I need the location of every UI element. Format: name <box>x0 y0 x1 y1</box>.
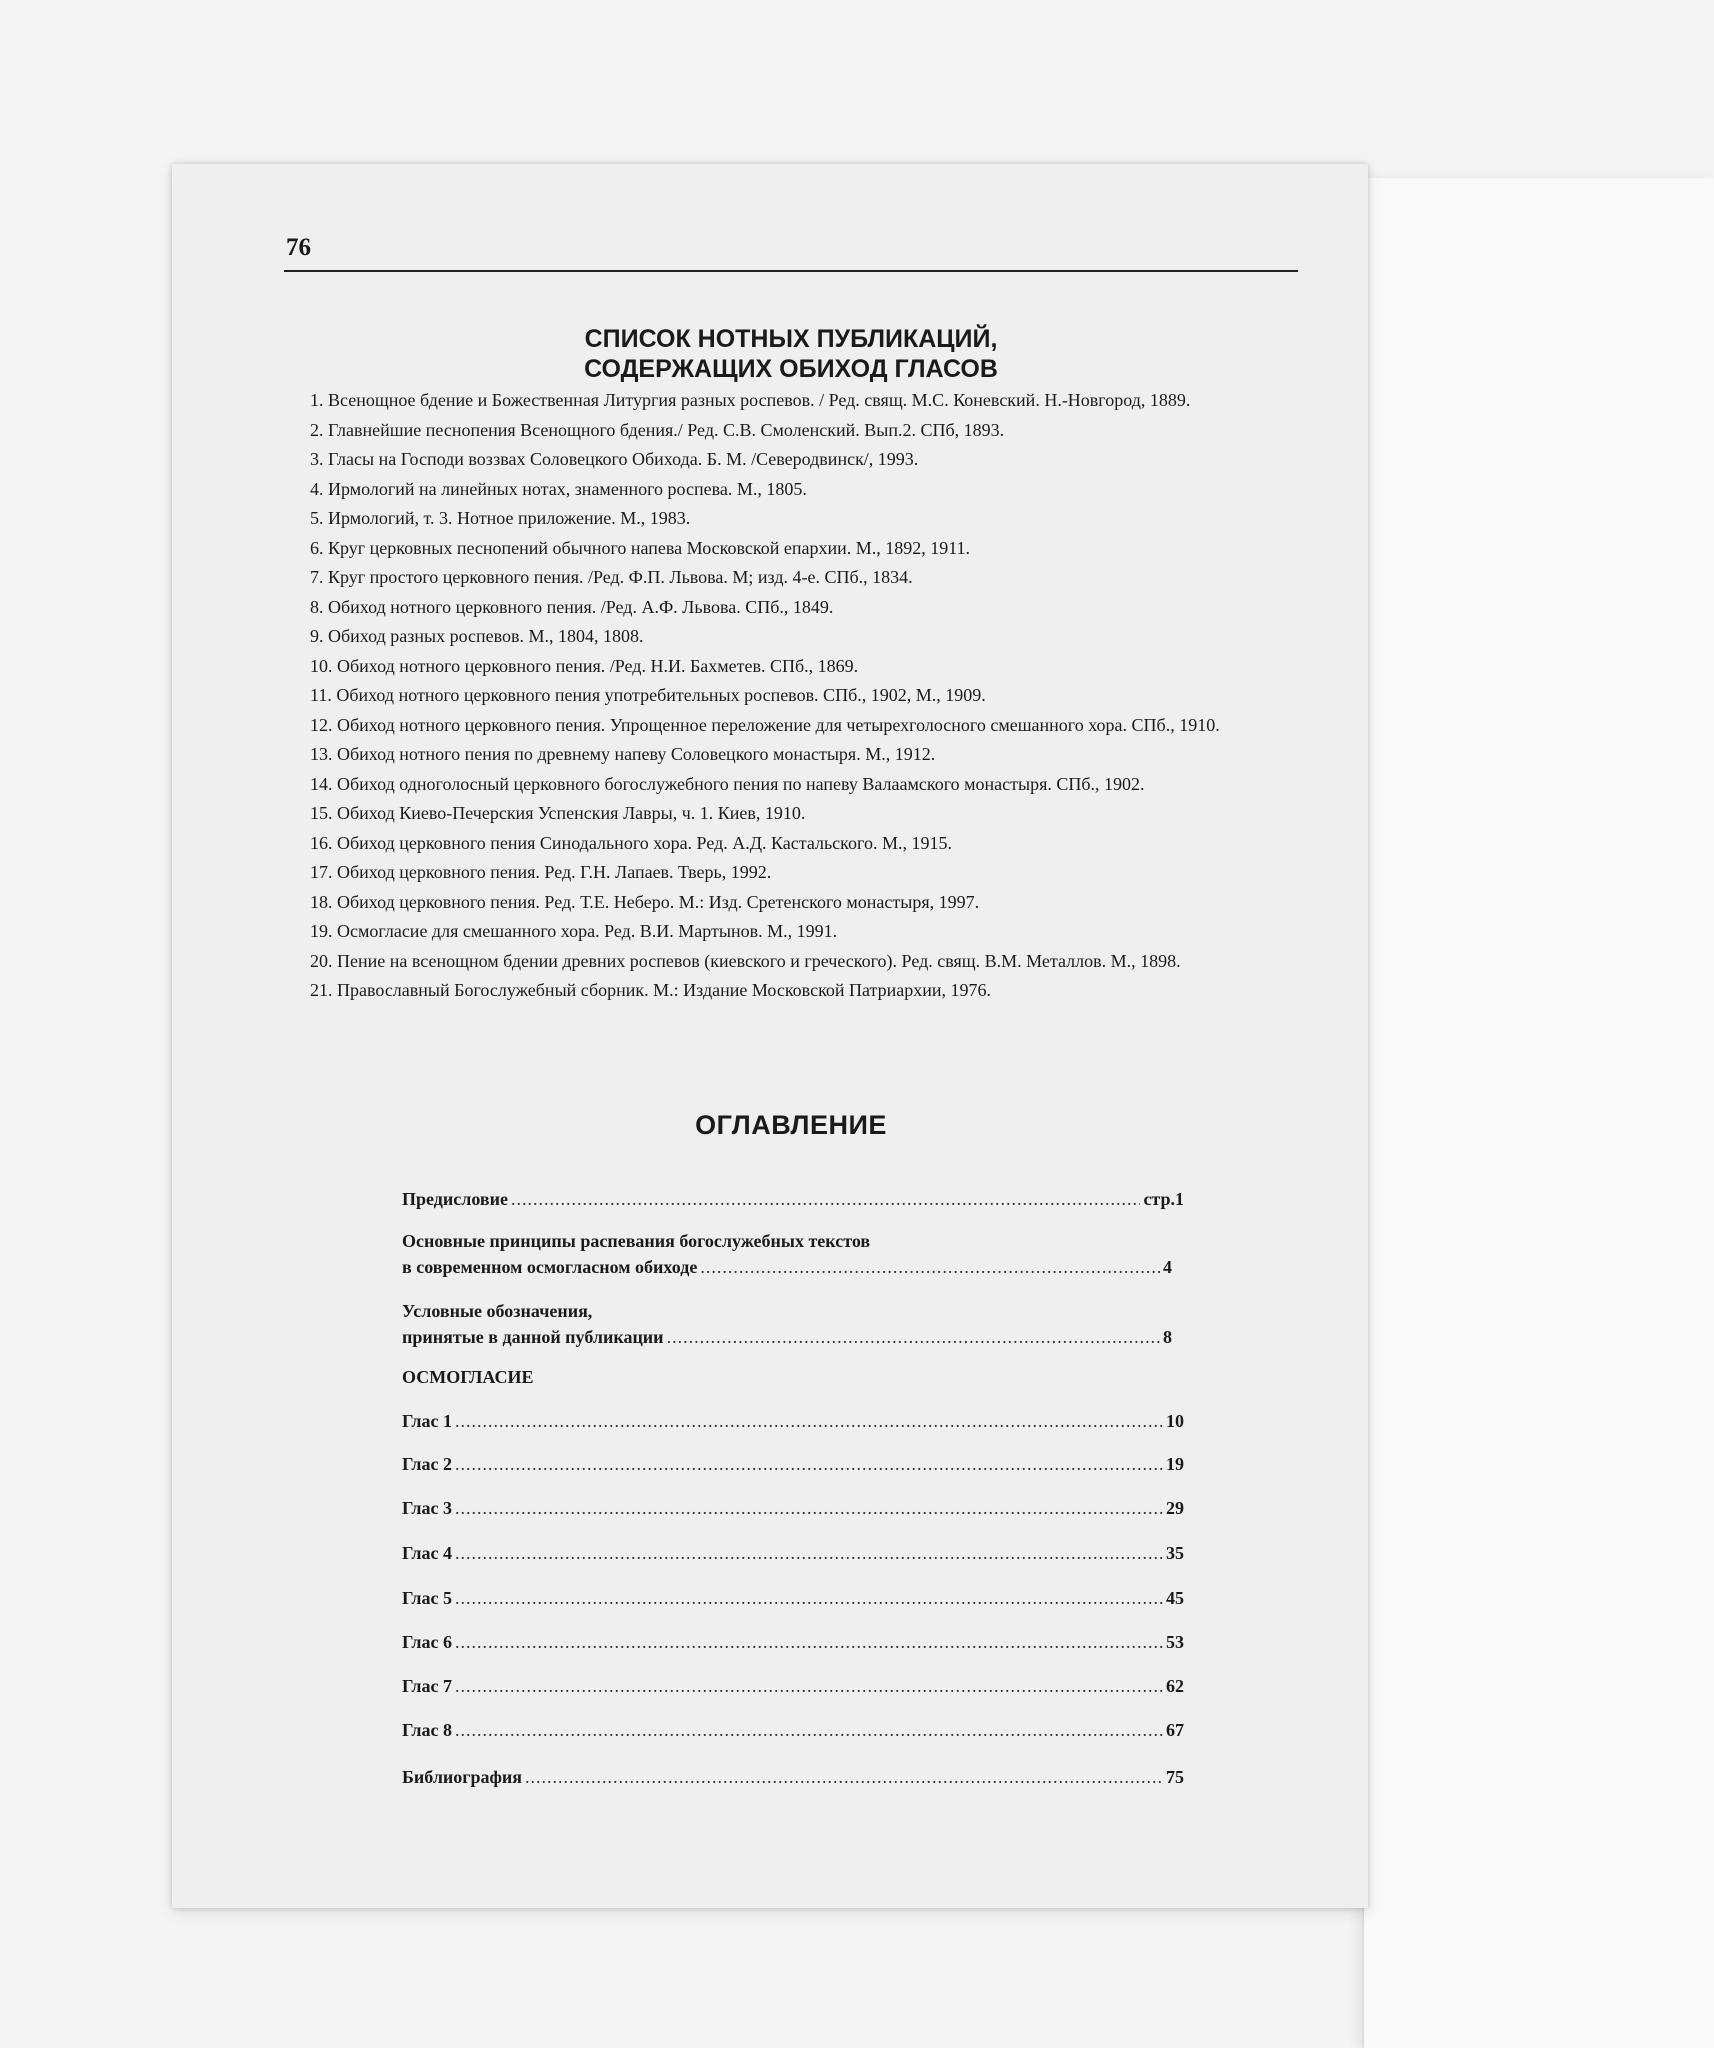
toc-entry-preface <box>402 1188 1184 1210</box>
list-item: 9. Обиход разных роспевов. М., 1804, 1808. <box>310 626 644 646</box>
toc-entry-conventions <box>402 1326 1172 1348</box>
toc-entry-label: в современном осмогласном обиходе <box>402 1257 698 1277</box>
toc-entry-tone <box>402 1453 1184 1475</box>
toc-entry-label: Глас 8 <box>402 1720 453 1740</box>
list-item: 7. Круг простого церковного пения. /Ред. Ф.П. Львова. М; изд. 4-е. СПб., 1834. <box>310 567 913 587</box>
publications-title-line-2: СОДЕРЖАЩИХ ОБИХОД ГЛАСОВ <box>584 355 998 383</box>
toc-entry-label: Библиография <box>402 1767 523 1787</box>
toc-entry-label: Глас 6 <box>402 1632 453 1652</box>
toc-leader <box>455 1675 1163 1697</box>
toc-leader <box>455 1587 1163 1609</box>
list-item: 11. Обиход нотного церковного пения употребительных роспевов. СПб., 1902, М., 1909. <box>310 685 986 705</box>
toc-entry-bibliography <box>402 1766 1184 1788</box>
toc-leader <box>455 1631 1163 1653</box>
toc-leader <box>455 1410 1163 1432</box>
toc-leader <box>455 1497 1163 1519</box>
toc-entry-tone <box>402 1631 1184 1653</box>
toc-entry-principles-line-1: Основные принципы распевания богослужебных текстов <box>402 1231 871 1251</box>
toc-entry-label: Глас 1 <box>402 1411 453 1431</box>
list-item: 8. Обиход нотного церковного пения. /Ред. А.Ф. Львова. СПб., 1849. <box>310 596 834 617</box>
list-item: 13. Обиход нотного пения по древнему напеву Соловецкого монастыря. М., 1912. <box>310 744 936 764</box>
toc-entry-tone <box>402 1675 1184 1697</box>
toc-entry-principles <box>402 1256 1172 1278</box>
toc-page-ref: 35 <box>1166 1543 1184 1563</box>
toc-page-ref: 75 <box>1166 1767 1184 1787</box>
list-item: 14. Обиход одноголосный церковного богослужебного пения по напеву Валаамского монастыря. СПб., 1902. <box>310 773 1145 794</box>
list-item: 19. Осмогласие для смешанного хора. Ред. В.И. Мартынов. М., 1991. <box>310 921 838 941</box>
toc-page-ref: 67 <box>1166 1720 1184 1740</box>
toc-leader <box>667 1326 1160 1348</box>
toc-entry-tone <box>402 1587 1184 1609</box>
list-item: 17. Обиход церковного пения. Ред. Г.Н. Лапаев. Тверь, 1992. <box>310 862 772 882</box>
list-item: 10. Обиход нотного церковного пения. /Ред. Н.И. Бахметев. СПб., 1869. <box>310 655 859 676</box>
list-item: 1. Всенощное бдение и Божественная Литургия разных роспевов. / Ред. свящ. М.С. Коневский. Н.-Новгород, 1889. <box>310 390 1191 410</box>
toc-page-ref: 62 <box>1166 1676 1184 1696</box>
toc-entry-tone <box>402 1497 1184 1519</box>
list-item: 18. Обиход церковного пения. Ред. Т.Е. Неберо. М.: Изд. Сретенского монастыря, 1997. <box>310 891 980 912</box>
toc-page-ref: стр.1 <box>1143 1189 1184 1209</box>
toc-leader <box>455 1542 1163 1564</box>
list-item: 12. Обиход нотного церковного пения. Упрощенное переложение для четырехголосного смешанного хора. СПб., 1910. <box>310 714 1220 735</box>
list-item: 20. Пение на всенощном бдении древних роспевов (киевского и греческого). Ред. свящ. В.М. Металлов. М., 1898. <box>310 950 1181 971</box>
list-item: 16. Обиход церковного пения Синодального хора. Ред. А.Д. Кастальского. М., 1915. <box>310 832 952 853</box>
toc-section-heading: ОСМОГЛАСИЕ <box>402 1367 534 1387</box>
toc-entry-label: Глас 4 <box>402 1543 453 1563</box>
toc-entry-label: принятые в данной публикации <box>402 1327 664 1347</box>
toc-leader <box>700 1256 1160 1278</box>
publications-list <box>284 390 1298 1002</box>
toc-page-ref: 10 <box>1166 1411 1184 1431</box>
toc-entry-label: Глас 3 <box>402 1498 453 1518</box>
toc-page-ref: 53 <box>1166 1632 1184 1652</box>
toc-page-ref: 29 <box>1166 1498 1184 1518</box>
toc-leader <box>525 1766 1163 1788</box>
toc-leader <box>455 1453 1163 1475</box>
list-item: 3. Гласы на Господи воззвах Соловецкого Обихода. Б. М. /Северодвинск/, 1993. <box>310 449 919 469</box>
toc-entry-label: Глас 7 <box>402 1676 453 1696</box>
toc-page-ref: 4 <box>1163 1257 1172 1277</box>
toc-page-ref: 8 <box>1163 1327 1172 1347</box>
toc-entry-label: Глас 5 <box>402 1588 453 1608</box>
toc-page-ref: 19 <box>1166 1454 1184 1474</box>
list-item: 2. Главнейшие песнопения Всенощного бдения./ Ред. С.В. Смоленский. Вып.2. СПб, 1893. <box>310 419 1005 440</box>
toc-entry-label: Предисловие <box>402 1189 508 1209</box>
list-item: 4. Ирмологий на линейных нотах, знаменного роспева. М., 1805. <box>310 478 807 499</box>
book-page <box>172 164 1368 1908</box>
list-item: 15. Обиход Киево-Печерския Успенския Лавры, ч. 1. Киев, 1910. <box>310 803 806 823</box>
header-rule <box>284 270 1298 272</box>
toc-title: ОГЛАВЛЕНИЕ <box>695 1110 887 1140</box>
toc-page-ref: 45 <box>1166 1588 1184 1608</box>
list-item: 5. Ирмологий, т. 3. Нотное приложение. М., 1983. <box>310 508 691 528</box>
publications-title <box>284 324 1298 384</box>
list-item: 6. Круг церковных песнопений обычного напева Московской епархии. М., 1892, 1911. <box>310 537 971 558</box>
toc-entry-tone <box>402 1542 1184 1564</box>
toc-entry-tone <box>402 1719 1184 1741</box>
list-item: 21. Православный Богослужебный сборник. М.: Издание Московской Патриархии, 1976. <box>310 980 992 1000</box>
publications-title-line-1: СПИСОК НОТНЫХ ПУБЛИКАЦИЙ, <box>584 325 998 353</box>
toc-entry-conventions-line-1: Условные обозначения, <box>402 1301 593 1321</box>
adjacent-page <box>1362 178 1714 2048</box>
toc-entry-label: Глас 2 <box>402 1454 453 1474</box>
toc-leader <box>511 1188 1140 1210</box>
page-number: 76 <box>286 234 311 261</box>
toc-entry-tone <box>402 1410 1184 1432</box>
toc-leader <box>455 1719 1163 1741</box>
